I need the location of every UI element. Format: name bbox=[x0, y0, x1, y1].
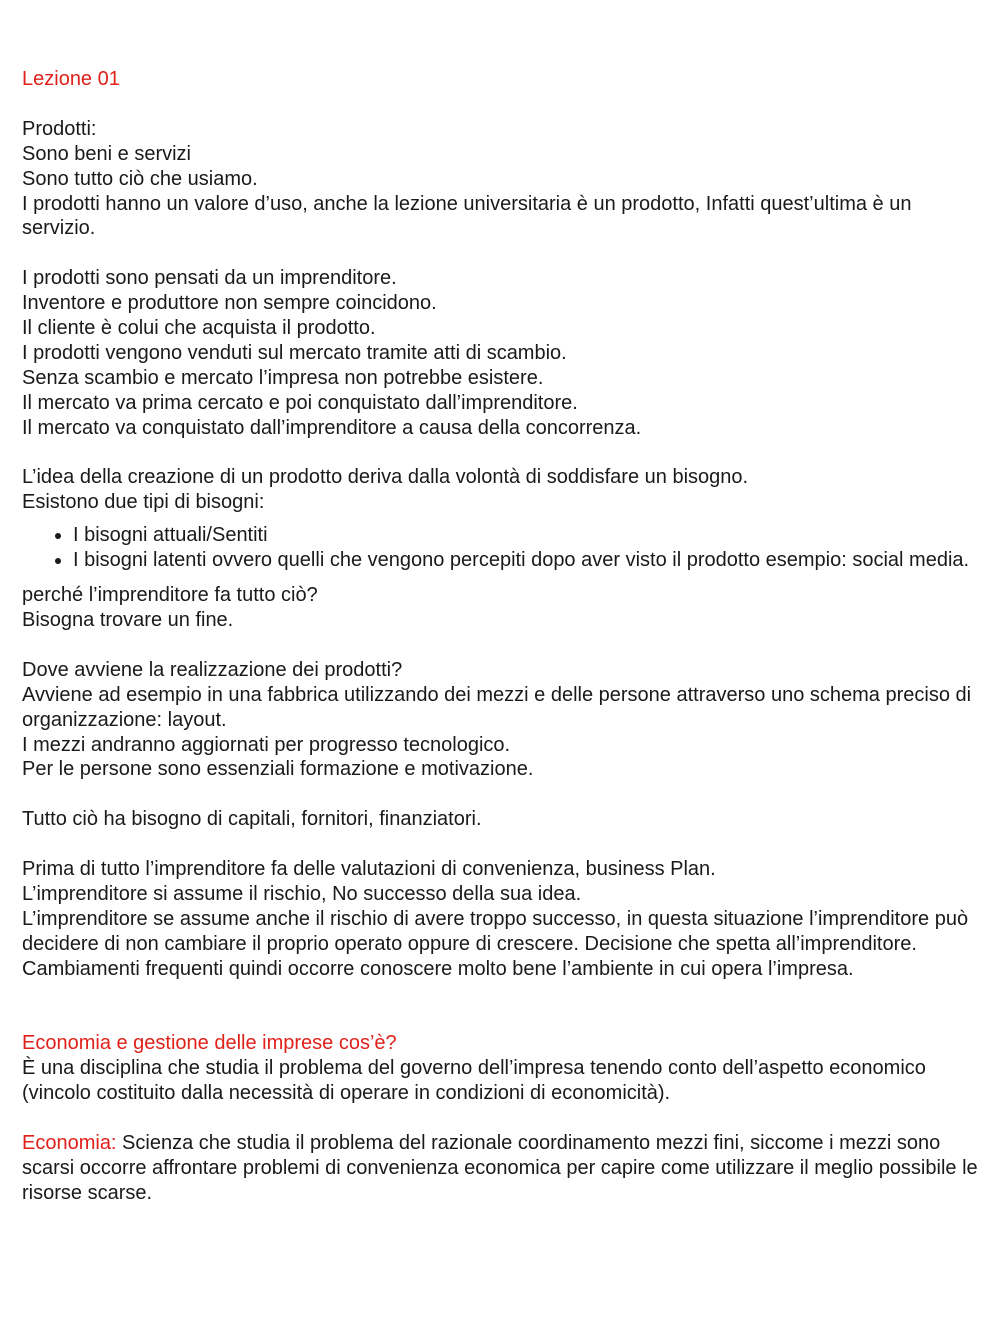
spacer bbox=[22, 1106, 982, 1131]
text-line: Prodotti: bbox=[22, 117, 97, 140]
spacer bbox=[22, 633, 982, 658]
text-line: I prodotti vengono venduti sul mercato tramite atti di scambio. bbox=[22, 341, 567, 364]
text-line: L’imprenditore si assume il rischio, No successo della sua idea. bbox=[22, 882, 582, 905]
spacer bbox=[22, 92, 982, 117]
text-line: L’idea della creazione di un prodotto deriva dalla volontà di soddisfare un bisogno. bbox=[22, 466, 749, 489]
text-line: I prodotti hanno un valore d’uso, anche la lezione universitaria è un prodotto, Infatti quest’ultima è un servizio. bbox=[22, 192, 912, 240]
list-item: • I bisogni attuali/Sentiti bbox=[73, 523, 982, 548]
spacer bbox=[22, 982, 982, 1032]
lesson-title: Lezione 01 bbox=[22, 68, 120, 90]
text-line: Dove avviene la realizzazione dei prodotti? bbox=[22, 658, 403, 681]
definition-economia bbox=[22, 1131, 982, 1206]
list-item: • I bisogni latenti ovvero quelli che vengono percepiti dopo aver visto il prodotto esempio: social media. bbox=[73, 548, 982, 573]
spacer bbox=[22, 241, 982, 266]
needs-list bbox=[22, 523, 982, 573]
section-economia-gestione bbox=[22, 1031, 982, 1106]
document-page bbox=[22, 67, 982, 1206]
section-heading: Economia e gestione delle imprese cos’è? bbox=[22, 1032, 397, 1055]
text-line: Per le persone sono essenziali formazione e motivazione. bbox=[22, 758, 534, 781]
text-line: Esistono due tipi di bisogni: bbox=[22, 491, 265, 514]
definition-text: Scienza che studia il problema del razionale coordinamento mezzi fini, siccome i mezzi sono scarsi occorre affrontare problemi di convenienza economica per capire come utilizzare il meglio possibile le risorse scarse. bbox=[22, 1131, 978, 1204]
spacer bbox=[22, 832, 982, 857]
text-line: Prima di tutto l’imprenditore fa delle valutazioni di convenienza, business Plan. bbox=[22, 858, 716, 880]
text-line: L’imprenditore se assume anche il rischio di avere troppo successo, in questa situazione l’imprenditore può decidere di non cambiare il proprio operato oppure di crescere. Decisione che spetta all’imprenditore. bbox=[22, 907, 969, 955]
text-line: Il mercato va conquistato dall’imprenditore a causa della concorrenza. bbox=[22, 416, 642, 439]
text-line: perché l’imprenditore fa tutto ciò? bbox=[22, 584, 318, 607]
text-line: Bisogna trovare un fine. bbox=[22, 608, 234, 631]
text-line: Tutto ciò ha bisogno di capitali, fornitori, finanziatori. bbox=[22, 808, 482, 831]
text-line: Il mercato va prima cercato e poi conquistato dall’imprenditore. bbox=[22, 391, 578, 414]
definition-term: Economia: bbox=[22, 1131, 117, 1154]
text-line: I mezzi andranno aggiornati per progresso tecnologico. bbox=[22, 733, 511, 756]
paragraph-capital bbox=[22, 807, 982, 832]
spacer bbox=[22, 782, 982, 807]
text-line: Sono beni e servizi bbox=[22, 142, 191, 165]
text-line: I prodotti sono pensati da un imprenditore. bbox=[22, 267, 397, 290]
paragraph-risk bbox=[22, 857, 982, 982]
paragraph-production bbox=[22, 658, 982, 783]
text-line: Il cliente è colui che acquista il prodotto. bbox=[22, 317, 376, 340]
spacer bbox=[22, 441, 982, 466]
text-line: Inventore e produttore non sempre coincidono. bbox=[22, 292, 437, 315]
paragraph-purpose bbox=[22, 583, 982, 633]
text-line: Avviene ad esempio in una fabbrica utilizzando dei mezzi e delle persone attraverso uno schema preciso di organizzazione: layout. bbox=[22, 683, 972, 731]
paragraph-entrepreneur bbox=[22, 266, 982, 440]
text-line: Sono tutto ciò che usiamo. bbox=[22, 167, 258, 190]
text-line: Senza scambio e mercato l’impresa non potrebbe esistere. bbox=[22, 366, 544, 389]
paragraph-products bbox=[22, 117, 982, 242]
text-line: Cambiamenti frequenti quindi occorre conoscere molto bene l’ambiente in cui opera l’impresa. bbox=[22, 957, 854, 980]
section-text: È una disciplina che studia il problema del governo dell’impresa tenendo conto dell’aspetto economico (vincolo costituito dalla necessità di operare in condizioni di economicità). bbox=[22, 1057, 926, 1105]
paragraph-needs bbox=[22, 465, 982, 515]
